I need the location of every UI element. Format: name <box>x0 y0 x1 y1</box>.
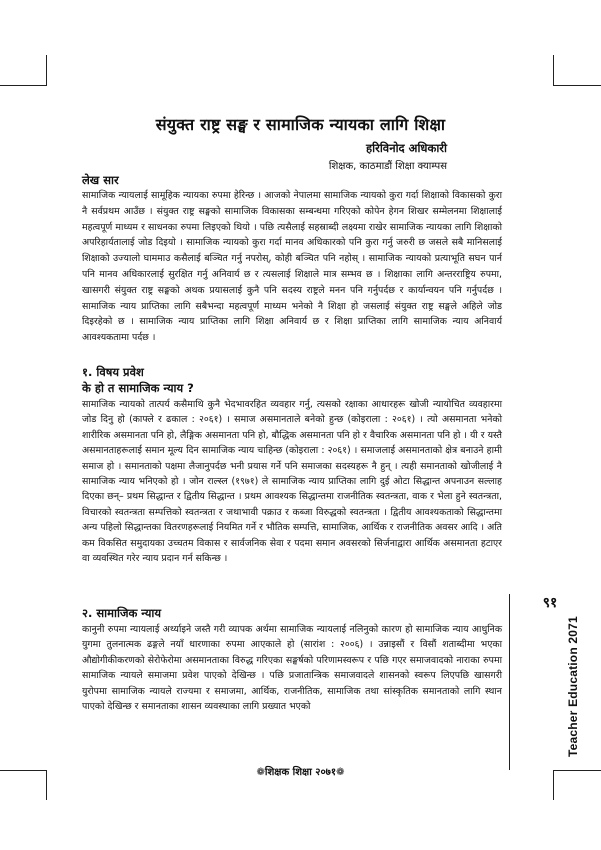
abstract-body: सामाजिक न्यायलाई सामूहिक न्यायका रुपमा हेरिन्छ । आजको नेपालमा सामाजिक न्यायको कुरा गर्दा शिक्षाको विकासको कुरा नै सर्वप्रथम आउँछ । संयुक्त राष्ट्र सङ्घको सामाजिक विकासका सम्बन्धमा गरिएको कोपेन हेगन शिखर सम्मेलनमा शिक्षालाई महत्वपूर्ण माध्यम र साधनका रुपमा लिइएको थियो । पछि त्यसैलाई सहस्राब्दी लक्ष्यमा राखेर सामाजिक न्यायका लागि शिक्षाको अपरिहार्यतालाई जोड दिइयो । सामाजिक न्यायको कुरा गर्दा मानव अधिकारको पनि कुरा गर्नु जरुरी छ जसले सबै मानिसलाई शिक्षाको उज्यालो घाममाउ कसैलाई बञ्चित गर्नु नपरोस्, कोही बञ्चित पनि नहोस् । सामाजिक न्यायको प्रत्याभूति सघन पार्न पनि मानव अधिकारलाई सुरक्षित गर्नु अनिवार्य छ र त्यसलाई शिक्षाले मात्र सम्भव छ । शिक्षाका लागि अन्तरराष्ट्रिय रुपमा, खासगरी संयुक्त राष्ट्र सङ्घको अथक प्रयासलाई कुनै पनि सदस्य राष्ट्रले मनन पनि गर्नुपर्दछ र कार्यान्वयन पनि गर्नुपर्दछ । सामाजिक न्याय प्राप्तिका लागि सबैभन्दा महत्वपूर्ण माध्यम भनेको नै शिक्षा हो जसलाई संयुक्त राष्ट्र सङ्घले अहिले जोड दिइरहेको छ । सामाजिक न्याय प्राप्तिका लागि शिक्षा अनिवार्य छ र शिक्षा प्राप्तिका लागि सामाजिक न्याय अनिवार्य आवश्यकतामा पर्दछ । <box>82 190 502 344</box>
section-1-heading: १. विषय प्रवेश <box>82 365 144 379</box>
abstract-heading: लेख सार <box>82 173 119 187</box>
crop-mark-top-right-v <box>553 55 554 85</box>
side-divider-line <box>509 594 510 770</box>
crop-mark-top-left-h <box>0 85 47 86</box>
flower-ornament-icon: ❁ <box>256 767 265 778</box>
journal-name-vertical: Teacher Education 2071 <box>566 616 580 757</box>
footer <box>0 764 601 778</box>
author-affiliation: शिक्षक, काठमाडौं शिक्षा क्याम्पस <box>328 161 447 172</box>
section-2-body: कानुनी रुपमा न्यायलाई अर्थ्याइने जस्तै गरी व्यापक अर्थमा सामाजिक न्यायलाई नलिनुको कारण हो सामाजिक न्याय आधुनिक युगमा तुलनात्मक ढङ्गले नयाँ धारणाका रुपमा आएकाले हो (सारांश : २००६) । उन्नाइसौं र विसौं शताब्दीमा भएका औद्योगीकीकरणको सेरोफेरोमा असमानताका विरुद्ध गरिएका सङ्घर्षको परिणामस्वरूप र पछि गएर समाजवादको नाराका रुपमा सामाजिक न्यायले समाजमा प्रवेश पाएको देखिन्छ । पछि प्रजातान्त्रिक समाजवादले शासनको स्वरूप लिएपछि खासगरी युरोपमा सामाजिक न्यायले राज्यमा र समाजमा, आर्थिक, राजनीतिक, सामाजिक तथा सांस्कृतिक समानताको लागि स्थान पाएको देखिन्छ र समानताका शासन व्यवस्थाका लागि प्रख्यात भएको <box>82 624 502 713</box>
flower-ornament-icon: ❁ <box>336 767 345 778</box>
section-2-heading: २. सामाजिक न्याय <box>82 606 162 620</box>
page-number: ९१ <box>542 595 558 611</box>
footer-text: शिक्षक शिक्षा २०७१ <box>264 767 337 778</box>
crop-mark-top-right-h <box>553 85 601 86</box>
article-title: संयुक्त राष्ट्र सङ्घ र सामाजिक न्यायका लागि शिक्षा <box>155 115 446 134</box>
section-1-body: सामाजिक न्यायको तात्पर्य कसैमाथि कुनै भेदभावरहित व्यवहार गर्नु, त्यसको रक्षाका आधारहरू खोजी न्यायोचित व्यवहारमा जोड दिनु हो (काफ्ले र ढकाल : २०६१) । समाज असमानताले बनेको हुन्छ (कोइराला : २०६१) । त्यो असमानता भनेको शारीरिक असमानता पनि हो, लैङ्गिक असमानता पनि हो, बौद्धिक असमानता पनि हो र वैचारिक असमानता पनि हो । यी र यस्तै असमानताहरूलाई समान मूल्य दिन सामाजिक न्याय चाहिन्छ (कोइराला : २०६१) । समाजलाई असमानताको क्षेत्र बनाउने हामी समाज हो । समानताको पक्षमा लैजानुपर्दछ भनी प्रयास गर्ने पनि समाजका सदस्यहरू नै हुन् । त्यही समानताको खोजीलाई नै सामाजिक न्याय भनिएको हो । जोन राल्स्ल (१९७१) ले सामाजिक न्याय प्राप्तिका लागि दुई ओटा सिद्धान्त अपनाउन सल्लाह दिएका छन्– प्रथम सिद्धान्त र द्वितीय सिद्धान्त । प्रथम आवश्यक सिद्धान्तमा राजनीतिक स्वतन्त्रता, वाक र भेला हुने स्वतन्त्रता, विचारको स्वतन्त्रता सम्पत्तिको स्वतन्त्रता र जथाभावी पक्राउ र कब्जा विरुद्धको स्वतन्त्रता । द्वितीय आवश्यकताको सिद्धान्तमा अन्य पहिलो सिद्धान्तका वितरणहरूलाई नियमित गर्ने र भौतिक सम्पत्ति, सामाजिक, आर्थिक र राजनीतिक अवसर आदि । अति कम विकसित समुदायका उच्चतम विकास र सार्वजनिक सेवा र पदमा समान अवसरको सिर्जनाद्वारा आर्थिक असमानता हटाएर वा व्यवस्थित गरेर न्याय प्रदान गर्न सकिन्छ । <box>82 399 502 565</box>
crop-mark-top-left-v <box>46 55 47 85</box>
section-1-subheading: के हो त सामाजिक न्याय ? <box>82 381 194 395</box>
author-name: हरिविनोद अधिकारी <box>366 141 447 155</box>
